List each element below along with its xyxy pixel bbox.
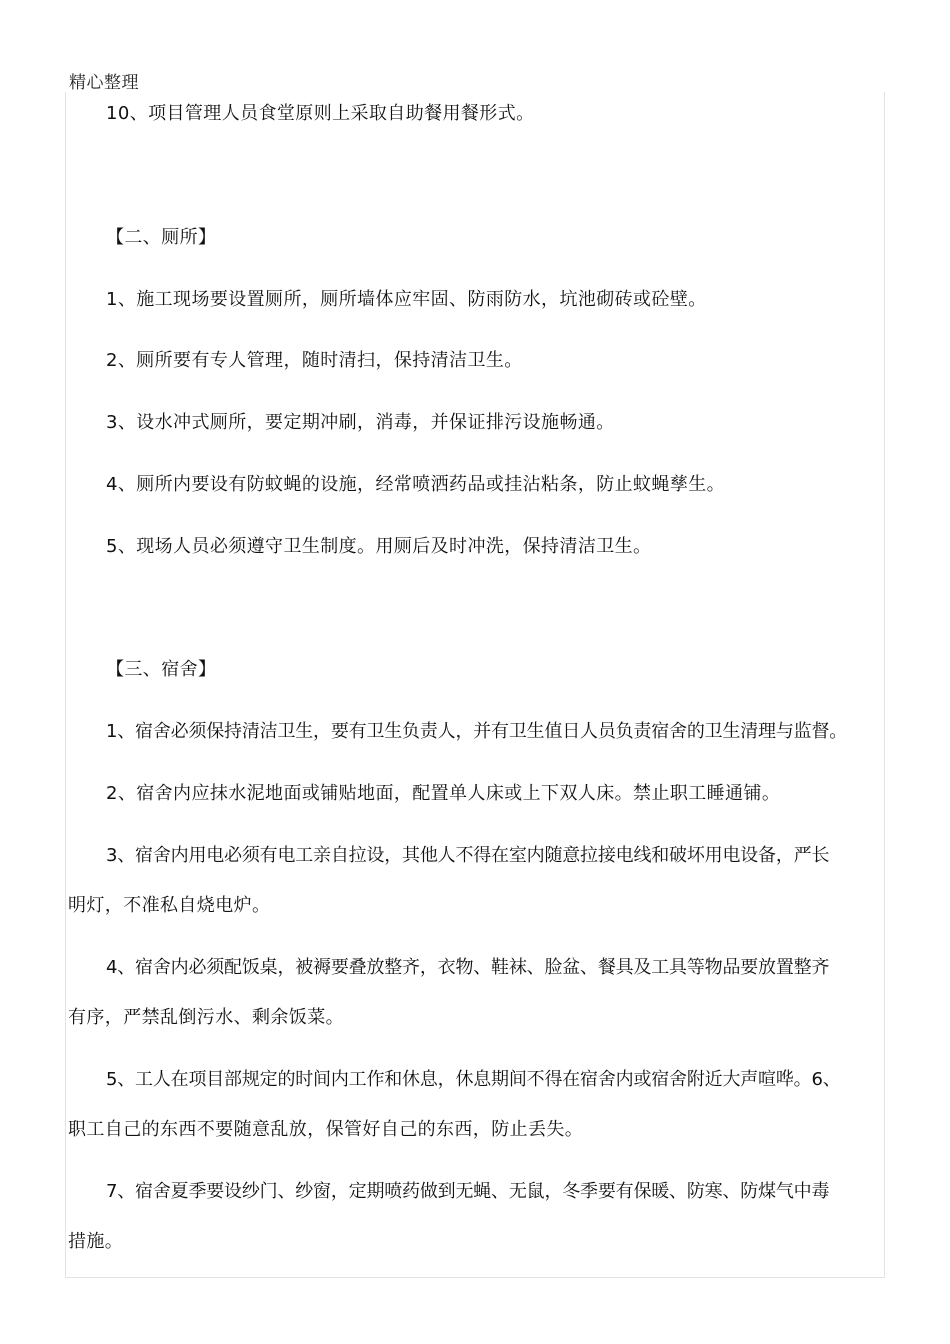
dorm-item-5-line-2: 职工自己的东西不要随意乱放，保管好自己的东西，防止丢失。 xyxy=(68,1119,584,1140)
toilet-item-5: 5、现场人员必须遵守卫生制度。用厕后及时冲洗，保持清洁卫生。 xyxy=(106,536,652,557)
dorm-item-3-line-1: 3、宿舍内用电必须有电工亲自拉设，其他人不得在室内随意拉接电线和破坏用电设备，严长 xyxy=(106,845,830,866)
header-note: 精心整理 xyxy=(69,73,139,93)
dorm-item-7-line-1: 7、宿舍夏季要设纱门、纱窗，定期喷药做到无蝇、无鼠，冬季要有保暖、防寒、防煤气中毒 xyxy=(106,1181,830,1202)
section-title-toilet: 【二、厕所】 xyxy=(106,227,217,248)
toilet-item-1: 1、施工现场要设置厕所，厕所墙体应牢固、防雨防水，坑池砌砖或砼壁。 xyxy=(106,289,707,310)
dorm-item-1: 1、宿舍必须保持清洁卫生，要有卫生负责人，并有卫生值日人员负责宿舍的卫生清理与监督。 xyxy=(106,721,848,742)
toilet-item-4: 4、厕所内要设有防蚊蝇的设施，经常喷洒药品或挂沾粘条，防止蚊蝇孳生。 xyxy=(106,474,726,495)
dorm-item-3-line-2: 明灯，不准私自烧电炉。 xyxy=(68,895,271,916)
dorm-item-5-line-1: 5、工人在项目部规定的时间内工作和休息，休息期间不得在宿舍内或宿舍附近大声喧哗。6、 xyxy=(106,1069,841,1090)
toilet-item-3: 3、设水冲式厕所，要定期冲刷，消毒，并保证排污设施畅通。 xyxy=(106,412,615,433)
canteen-item-10: 10、项目管理人员食堂原则上采取自助餐用餐形式。 xyxy=(106,103,535,124)
dorm-item-7-line-2: 措施。 xyxy=(68,1231,124,1252)
dorm-item-2: 2、宿舍内应抹水泥地面或铺贴地面，配置单人床或上下双人床。禁止职工睡通铺。 xyxy=(106,783,781,804)
dorm-item-4-line-2: 有序，严禁乱倒污水、剩余饭菜。 xyxy=(68,1007,344,1028)
section-title-dormitory: 【三、宿舍】 xyxy=(106,659,217,680)
toilet-item-2: 2、厕所要有专人管理，随时清扫，保持清洁卫生。 xyxy=(106,350,523,371)
page-frame xyxy=(65,92,885,1278)
dorm-item-4-line-1: 4、宿舍内必须配饭桌，被褥要叠放整齐，衣物、鞋袜、脸盆、餐具及工具等物品要放置整齐 xyxy=(106,957,830,978)
